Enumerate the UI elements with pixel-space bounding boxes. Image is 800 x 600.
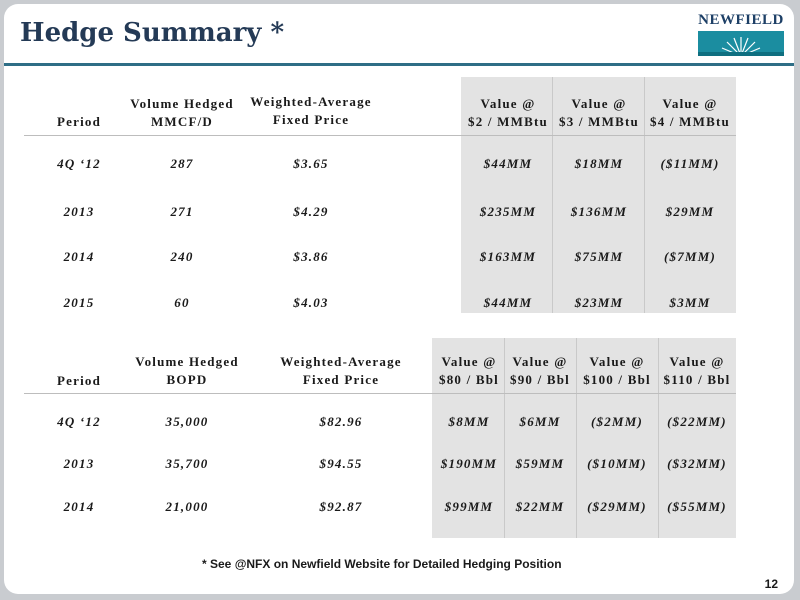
gas-row-4-period: 2015: [63, 295, 95, 310]
logo-sunburst-icon: [698, 31, 784, 56]
gas-row-3-value-2: $163MM: [479, 249, 537, 264]
gas-row-2-value-3: $136MM: [570, 204, 628, 219]
gas-header-divider: [24, 135, 736, 136]
logo-text: NEWFIELD: [698, 12, 784, 28]
gas-row-4-value-3: $23MM: [574, 295, 624, 310]
gas-row-3-price: $3.86: [293, 249, 329, 264]
gas-row-3-volume: 240: [170, 249, 194, 264]
gas-header-value-3: Value @ $3 / MMBtu: [559, 96, 639, 129]
oil-row-3-price: $92.87: [319, 499, 363, 514]
gas-row-4-value-2: $44MM: [483, 295, 533, 310]
oil-row-1-period: 4Q ‘12: [57, 414, 101, 429]
gas-row-1-volume: 287: [170, 156, 194, 171]
oil-row-1-value-80: $8MM: [448, 414, 490, 429]
gas-row-1-value-4: ($11MM): [660, 156, 720, 171]
page-number: 12: [764, 577, 778, 591]
oil-row-3-volume: 21,000: [165, 499, 209, 514]
gas-row-1-price: $3.65: [293, 156, 329, 171]
newfield-logo: [698, 12, 784, 58]
gas-row-4-value-4: $3MM: [669, 295, 711, 310]
oil-row-1-value-90: $6MM: [519, 414, 561, 429]
oil-header-period: Period: [56, 373, 102, 388]
gas-header-price: Weighted-Average Fixed Price: [250, 94, 372, 127]
oil-row-3-value-110: ($55MM): [667, 499, 727, 514]
oil-row-1-value-110: ($22MM): [667, 414, 727, 429]
oil-row-2-value-90: $59MM: [515, 456, 565, 471]
oil-header-value-80: Value @ $80 / Bbl: [439, 354, 499, 387]
oil-row-2-period: 2013: [63, 456, 95, 471]
oil-header-divider: [24, 393, 736, 394]
footnote: * See @NFX on Newfield Website for Detailed Hedging Position: [202, 557, 562, 571]
oil-row-2-value-110: ($32MM): [667, 456, 727, 471]
oil-header-volume: Volume Hedged BOPD: [135, 354, 239, 387]
gas-row-1-period: 4Q ‘12: [57, 156, 101, 171]
oil-header-value-110: Value @ $110 / Bbl: [663, 354, 731, 387]
oil-row-2-value-100: ($10MM): [587, 456, 647, 471]
oil-row-1-value-100: ($2MM): [591, 414, 643, 429]
gas-header-period: Period: [56, 114, 102, 129]
gas-row-1-value-2: $44MM: [483, 156, 533, 171]
oil-row-3-value-90: $22MM: [515, 499, 565, 514]
oil-row-2-value-80: $190MM: [440, 456, 498, 471]
gas-row-1-value-3: $18MM: [574, 156, 624, 171]
page-title: Hedge Summary *: [20, 18, 285, 48]
gas-row-4-volume: 60: [174, 295, 190, 310]
oil-header-price: Weighted-Average Fixed Price: [280, 354, 402, 387]
oil-row-3-value-80: $99MM: [444, 499, 494, 514]
oil-row-2-price: $94.55: [319, 456, 363, 471]
gas-row-3-value-3: $75MM: [574, 249, 624, 264]
oil-header-value-100: Value @ $100 / Bbl: [583, 354, 651, 387]
gas-row-2-value-4: $29MM: [665, 204, 715, 219]
gas-header-volume: Volume Hedged MMCF/D: [130, 96, 234, 129]
oil-row-1-price: $82.96: [319, 414, 363, 429]
slide: [4, 4, 794, 594]
gas-row-2-value-2: $235MM: [479, 204, 537, 219]
oil-row-2-volume: 35,700: [165, 456, 209, 471]
gas-row-4-price: $4.03: [293, 295, 329, 310]
gas-header-value-2: Value @ $2 / MMBtu: [468, 96, 548, 129]
oil-row-3-value-100: ($29MM): [587, 499, 647, 514]
oil-row-3-period: 2014: [63, 499, 95, 514]
gas-row-2-price: $4.29: [293, 204, 329, 219]
gas-header-value-4: Value @ $4 / MMBtu: [650, 96, 730, 129]
gas-row-2-period: 2013: [63, 204, 95, 219]
header-divider: [4, 63, 794, 66]
oil-row-1-volume: 35,000: [165, 414, 209, 429]
gas-row-2-volume: 271: [170, 204, 194, 219]
oil-header-value-90: Value @ $90 / Bbl: [510, 354, 570, 387]
gas-row-3-value-4: ($7MM): [664, 249, 716, 264]
gas-row-3-period: 2014: [63, 249, 95, 264]
